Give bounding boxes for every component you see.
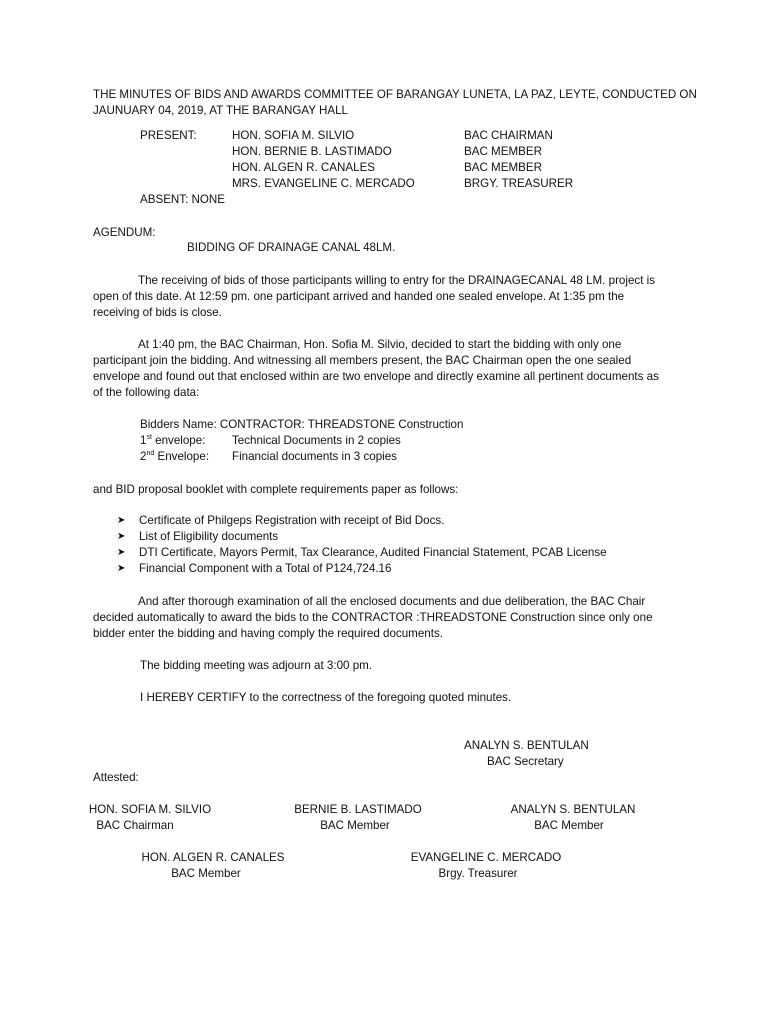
envelope-2-word: Envelope: [157,450,210,463]
present-role-1: BAC CHAIRMAN [464,129,553,142]
requirement-text: Financial Component with a Total of P124,724.16 [139,562,392,575]
signatory-name-4: HON. ALGEN R. CANALES [141,851,285,864]
list-item [117,529,607,545]
title-line-1: THE MINUTES OF BIDS AND AWARDS COMMITTEE OF BARANGAY LUNETA, LA PAZ, LEYTE, CONDUCTED ON [93,88,697,101]
signatory-role-5: Brgy. Treasurer [438,867,518,880]
signatory-name-3: ANALYN S. BENTULAN [510,803,636,816]
signatory-role-1: BAC Chairman [96,819,174,832]
envelope-1-word: envelope: [155,434,206,447]
present-name-4: MRS. EVANGELINE C. MERCADO [232,177,415,190]
envelope-1-value: Technical Documents in 2 copies [232,434,401,447]
paragraph-receiving-bids [93,273,671,321]
adjourn-line: The bidding meeting was adjourn at 3:00 pm. [140,659,373,672]
title-line-2: JAUNUARY 04, 2019, AT THE BARANGAY HALL [93,104,348,117]
signatory-role-4: BAC Member [171,867,241,880]
absent-line: ABSENT: NONE [140,193,226,206]
signatory-role-2: BAC Member [320,819,390,832]
bidders-name-line: Bidders Name: CONTRACTOR: THREADSTONE Construction [140,418,464,431]
envelope-2-ordinal: nd [146,450,155,458]
signatory-name-1: HON. SOFIA M. SILVIO [88,803,212,816]
present-label: PRESENT: [140,129,197,142]
paragraph-award-decision [93,594,671,642]
signatory-name-2: BERNIE B. LASTIMADO [294,803,422,816]
arrow-bullet-icon: ➤ [117,563,126,574]
secretary-name: ANALYN S. BENTULAN [464,739,589,752]
secretary-role: BAC Secretary [487,755,564,768]
requirement-text: DTI Certificate, Mayors Permit, Tax Clearance, Audited Financial Statement, PCAB License [139,546,607,559]
envelope-1-label [140,433,205,449]
envelope-1-number: 1 [140,434,147,447]
paragraph-award-decision-text: And after thorough examination of all the enclosed documents and due deliberation, the BAC Chair decided automatically to award the bids to the CONTRACTOR :THREADSTONE Construction since only one bidder enter the bidding and having comply the required documents. [93,595,653,640]
signatory-name-5: EVANGELINE C. MERCADO [410,851,562,864]
list-item [117,561,607,577]
envelope-2-value: Financial documents in 3 copies [232,450,397,463]
present-name-3: HON. ALGEN R. CANALES [232,161,376,174]
arrow-bullet-icon: ➤ [117,547,126,558]
present-role-2: BAC MEMBER [464,145,542,158]
envelope-1-ordinal: st [146,434,152,442]
present-role-4: BRGY. TREASURER [464,177,574,190]
signatory-role-3: BAC Member [534,819,604,832]
requirement-text: List of Eligibility documents [139,530,279,543]
present-name-1: HON. SOFIA M. SILVIO [232,129,355,142]
list-item [117,513,607,529]
certify-line: I HEREBY CERTIFY to the correctness of the foregoing quoted minutes. [140,691,512,704]
attested-label: Attested: [93,771,139,784]
agendum-item: BIDDING OF DRAINAGE CANAL 48LM. [187,241,396,254]
list-item [117,545,607,561]
paragraph-bidding-start-text: At 1:40 pm, the BAC Chairman, Hon. Sofia M. Silvio, decided to start the bidding with only one participant join the bidding. And witnessing all members present, the BAC Chairman open the one sealed envelope and found out that enclosed within are two envelope and directly examine all pertinent documents as of the following data: [93,338,659,399]
arrow-bullet-icon: ➤ [117,515,126,526]
envelope-2-number: 2 [140,450,147,463]
present-role-3: BAC MEMBER [464,161,542,174]
booklet-line: and BID proposal booklet with complete requirements paper as follows: [93,483,459,496]
paragraph-bidding-start [93,337,671,401]
paragraph-receiving-bids-text: The receiving of bids of those participants willing to entry for the DRAINAGECANAL 48 LM. project is open of this date. At 12:59 pm. one participant arrived and handed one sealed envelope. At 1:35 pm the receiving of bids is close. [93,274,656,319]
requirements-list [117,513,607,577]
requirement-text: Certificate of Philgeps Registration with receipt of Bid Docs. [139,514,445,527]
agendum-label: AGENDUM: [93,226,156,239]
envelope-2-label [140,449,209,465]
present-name-2: HON. BERNIE B. LASTIMADO [232,145,392,158]
arrow-bullet-icon: ➤ [117,531,126,542]
